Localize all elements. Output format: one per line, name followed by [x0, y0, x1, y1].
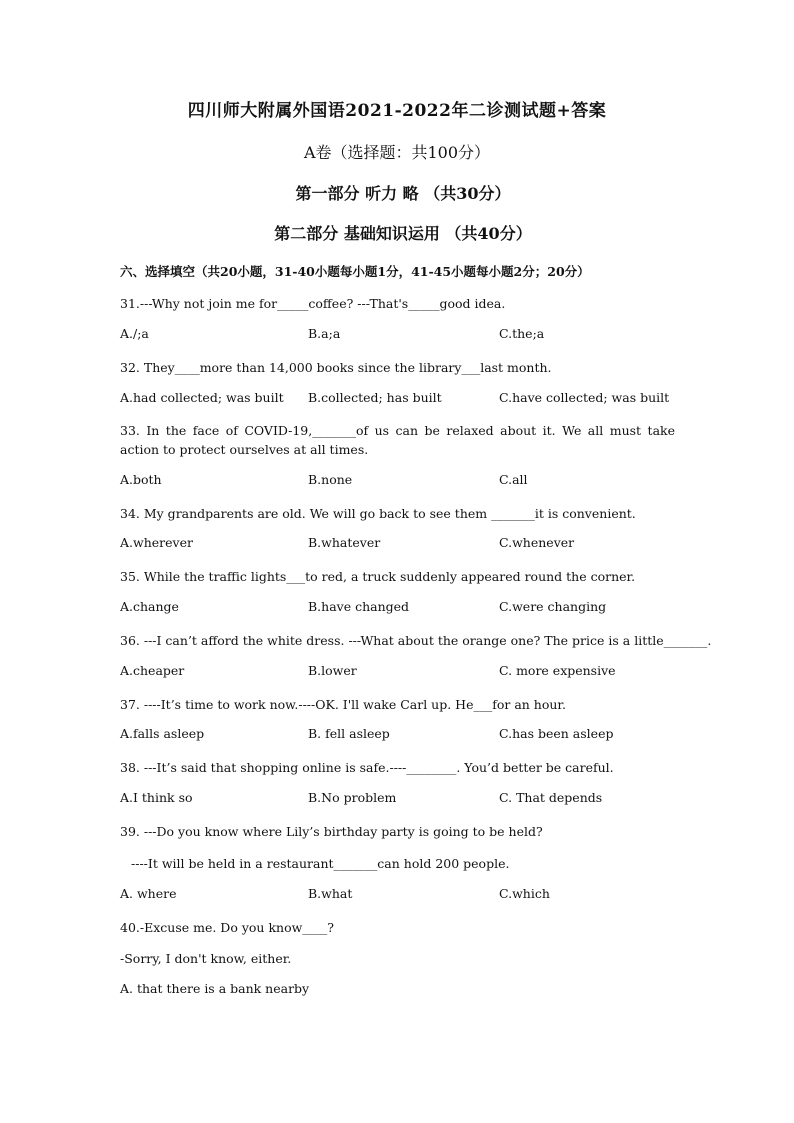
question-31: 31.---Why not join me for_____coffee? ---That's_____good idea. [120, 296, 506, 311]
option-a: A. where [120, 886, 177, 901]
question-33: 33. In the face of COVID-19,_______of us can be relaxed about it. We all must take action to protect ourselves at all times. [120, 423, 675, 457]
question-38: 38. ---It’s said that shopping online is safe.----________. You’d better be careful. [120, 760, 614, 775]
option-c: C.all [499, 472, 528, 487]
option-b: B.none [308, 472, 353, 487]
options-31 [0, 326, 794, 345]
option-a: A.I think so [120, 790, 193, 805]
part1-heading: 第一部分 听力 略 （共30分） [295, 184, 511, 203]
option-c: C.whenever [499, 535, 575, 550]
option-b: B.what [308, 886, 353, 901]
options-38 [0, 790, 794, 809]
option-a: A.cheaper [120, 663, 185, 678]
options-33 [0, 472, 794, 491]
option-b: B.have changed [308, 599, 410, 614]
options-35 [0, 599, 794, 618]
question-32: 32. They____more than 14,000 books since the library___last month. [120, 360, 552, 375]
option-b: B.whatever [308, 535, 381, 550]
option-b: B.No problem [308, 790, 397, 805]
option-b: B.lower [308, 663, 357, 678]
question-35: 35. While the traffic lights___to red, a truck suddenly appeared round the corner. [120, 569, 636, 584]
option-a: A.change [120, 599, 179, 614]
options-37 [0, 726, 794, 745]
option-b: B. fell asleep [308, 726, 390, 741]
question-40-reply: -Sorry, I don't know, either. [120, 951, 292, 966]
question-39-reply: ----It will be held in a restaurant_______can hold 200 people. [131, 856, 510, 871]
option-c: C.have collected; was built [499, 390, 670, 405]
question-36: 36. ---I can’t afford the white dress. ---What about the orange one? The price is a little_______. [120, 633, 712, 648]
option-c: C.has been asleep [499, 726, 614, 741]
question-39: 39. ---Do you know where Lily’s birthday party is going to be held? [120, 824, 543, 839]
option-a: A.had collected; was built [120, 390, 284, 405]
option-a: A.both [120, 472, 162, 487]
option-a: A./;a [120, 326, 149, 341]
option-c: C. That depends [499, 790, 603, 805]
option-c: C.the;a [499, 326, 545, 341]
option-c: C. more expensive [499, 663, 616, 678]
option-a: A.wherever [120, 535, 193, 550]
option-a: A.falls asleep [120, 726, 205, 741]
section-heading: 六、选择填空（共20小题，31-40小题每小题1分，41-45小题每小题2分；20分） [120, 264, 590, 279]
option-a: A. that there is a bank nearby [120, 981, 310, 996]
options-32 [0, 390, 794, 409]
option-b: B.collected; has built [308, 390, 442, 405]
options-36 [0, 663, 794, 682]
question-37: 37. ----It’s time to work now.----OK. I'll wake Carl up. He___for an hour. [120, 697, 567, 712]
option-c: C.were changing [499, 599, 607, 614]
options-40 [0, 981, 794, 1000]
option-b: B.a;a [308, 326, 341, 341]
paper-a-heading: A卷（选择题：共100分） [303, 143, 491, 162]
option-c: C.which [499, 886, 550, 901]
question-34: 34. My grandparents are old. We will go back to see them _______it is convenient. [120, 506, 636, 521]
exam-title: 四川师大附属外国语2021-2022年二诊测试题+答案 [187, 101, 607, 121]
options-34 [0, 535, 794, 554]
options-39 [0, 886, 794, 905]
question-40: 40.-Excuse me. Do you know____? [120, 920, 334, 935]
part2-heading: 第二部分 基础知识运用 （共40分） [274, 224, 532, 243]
